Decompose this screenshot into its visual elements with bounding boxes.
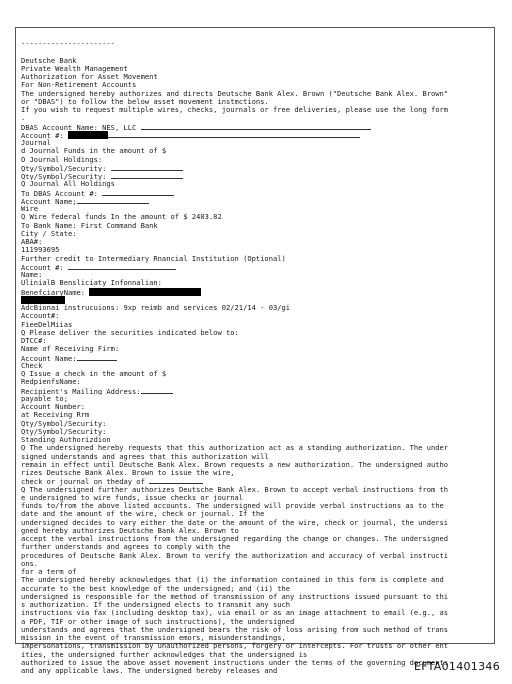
text-line: City / State: [21,229,77,238]
form-subtitle: For Non-Retirement Accounts [21,81,137,90]
redacted-line [21,296,493,304]
text-line: The undersigned hereby acknowledges that (i) the information contained in this form is complete and [21,576,444,585]
aba-number: 111993695 [21,246,60,255]
text-line: Account Number: [21,403,86,411]
field-underline [77,354,117,361]
text-line: further understands and agrees to comply with the [21,543,231,552]
blank-line [21,48,493,56]
text-line: accurate to the best knowledge of the undersigned; and (ii) the [21,584,291,593]
text-line: Account#: [21,312,60,321]
text-line: ons. [21,559,39,568]
text-line: If you wish to request multiple wires, checks, journals or free deliveries, please use the long form [21,106,449,114]
text-line: Q Journal All Holdings [21,180,115,189]
text-line: Qty/Symbol/Security: [21,427,107,436]
text-line: e undersigned to wire funds, issue checks or journal [21,493,244,502]
text-line: undersigned decides to vary either the date or the amount of the wire, check or journal, the undersi [21,518,449,527]
text-line: a PDF, TIF or other image of such instructions), the undersigned [21,617,295,626]
text-line: AdcBionai instrucuions: 9xp reimb and services 02/21/14 - 03/gi [21,304,291,312]
text-line: undersigned is responsible for the method of transmission of any instructions issued pursuant to thi [21,592,449,601]
text-line: signed understands and agrees that this authorization will [21,452,269,461]
redaction-box [89,288,201,296]
division-name: Private Wealth Management [21,64,128,73]
text-line: Q Please deliver the securities indicated below to: [21,328,239,337]
beneficiary-label: BenefciaryName: [21,287,86,296]
text-line: rizes Deutsche Bank Alex. Brown to issue the wire, [21,469,235,477]
mailing-address-label: Recipient's Mailing Address: [21,386,141,395]
account-name-label: Account Name: [21,353,77,362]
text-line: O Journal Holdings: [21,155,103,164]
text-line: instructions via fax (including desktop tax), via email or as an image attachment to email (e.g., as [21,609,449,618]
field-underline [77,197,149,204]
qty-label: Qty/Symbol/Security: [21,172,107,181]
text-line: date and the amount of the wire, check or journal. If the [21,510,265,519]
text-line: RedpienfsName: [21,378,81,387]
qty-line [21,172,493,180]
text-line: . [21,114,26,123]
field-underline [102,189,174,196]
text-line: Q Issue a check in the amount of $ [21,370,167,378]
text-line: accept the verbal instructions from the undersigned regarding the change or changes. The undersigned [21,535,449,543]
text-line: UlinialB Bensliciaty Infonnalian: [21,279,162,288]
text-line: funds to/from the above listed accounts. The undersigned will provide verbal instructions as to the [21,502,444,510]
redaction-box [21,296,65,304]
section-free-deliveries: FieeDelMiias [21,320,73,329]
bank-name: Deutsche Bank [21,56,77,65]
field-underline [141,123,371,130]
text-line: authorized to issue the above asset movement instructions under the terms of the governing documents [21,658,449,667]
text-line: at Receiving Rrm [21,411,90,420]
document-body [21,40,493,684]
account-name-line [21,197,493,205]
mailing-address-line [21,387,493,395]
text-line: To Bank Name: First Command Bank [21,221,158,230]
form-title: Authorization for Asset Movement [21,73,158,81]
section-standing-authorization: Standing Authorizdion [21,436,111,444]
text-line: impersonations, transmission by unauthorized persons, forgery or intercepts. For trusts or other ent [21,642,449,651]
document-id-stamp: EFTA01401346 [413,660,500,673]
field-underline [111,172,183,179]
section-wire: Wire [21,205,39,213]
account-number-line [21,131,493,139]
text-line: gned hereby authorizes Deutsche Bank Alex. Brown to [21,526,239,535]
text-line: ities, the undersigned further acknowledges that the undersigned is [21,650,308,659]
account-number-label: Account #: [21,130,64,139]
receiving-account-name-line [21,354,493,362]
text-line: Qty/Symbol/Security: [21,419,107,428]
text-line: s authorization. If the undersigned elects to transmit any such [21,601,291,609]
redaction-box [68,131,108,139]
account-number-label: Account #: [21,262,64,271]
qty-line [21,164,493,172]
text-line: Name: [21,271,43,279]
text-line [21,675,493,683]
text-line: ABA#: [21,238,43,246]
text-line: or "DBAS") to follow the below asset movement instmctions. [21,97,269,106]
text-line: Q The undersigned hereby requests that this authorization act as a standing authorization. The under [21,444,449,453]
text-line: DTCC#: [21,337,47,345]
section-journal: Journal [21,139,51,147]
text-line: Name of Receiving Firm: [21,345,120,354]
dbas-account-label: To DBAS Account #: [21,188,98,197]
further-credit-account-line [21,263,493,271]
section-check: Check [21,361,43,370]
field-underline [68,263,176,270]
account-name-label: DBAS Account Name: NES, LLC [21,122,137,131]
account-name-line [21,123,493,131]
text-line: Q Wire federal funds In the amount of $ 2403.82 [21,213,222,222]
day-of-label: check or journal on theday of [21,477,145,486]
dbas-account-line [21,189,493,197]
text-line: payable to; [21,394,68,403]
field-underline [111,164,183,171]
field-underline [141,387,173,394]
text-line: Further credit to Intermediary Rnancial Institution (Optional) [21,254,286,263]
field-underline [149,477,203,484]
text-line: d Journal Funds in the amount of $ [21,147,167,156]
text-line: procedures of Deutsche Bank Alex. Brown to verify the authorization and accuracy of verbal instructi [21,551,449,560]
text-line: mission in the event of transmission emors, misunderstandings, [21,634,286,642]
qty-label: Qty/Symbol/Security: [21,163,107,172]
text-line: remain in effect until Deutsche Bank Alex. Brown requests a new authorization. The undersigned autho [21,460,449,469]
day-of-line [21,477,493,485]
field-underline [108,131,360,138]
separator-line: ---------------------- [21,40,115,48]
text-line: for a term of [21,568,77,576]
account-name-label: Account Name; [21,196,77,205]
beneficiary-line [21,288,493,296]
text-line: and any applicable laws. The undersigned hereby releases and [21,667,278,675]
text-line: Q The undersigned further authorizes Deutsche Bank Alex. Brown to accept verbal instructions from th [21,485,449,494]
text-line: The undersigned hereby authorizes and directs Deutsche Bank Alex. Brown ("Deutsche Bank Alex. Brown" [21,89,449,98]
text-line: understands and agrees that the undersigned bears the risk of loss arising from such method of trans [21,625,449,634]
